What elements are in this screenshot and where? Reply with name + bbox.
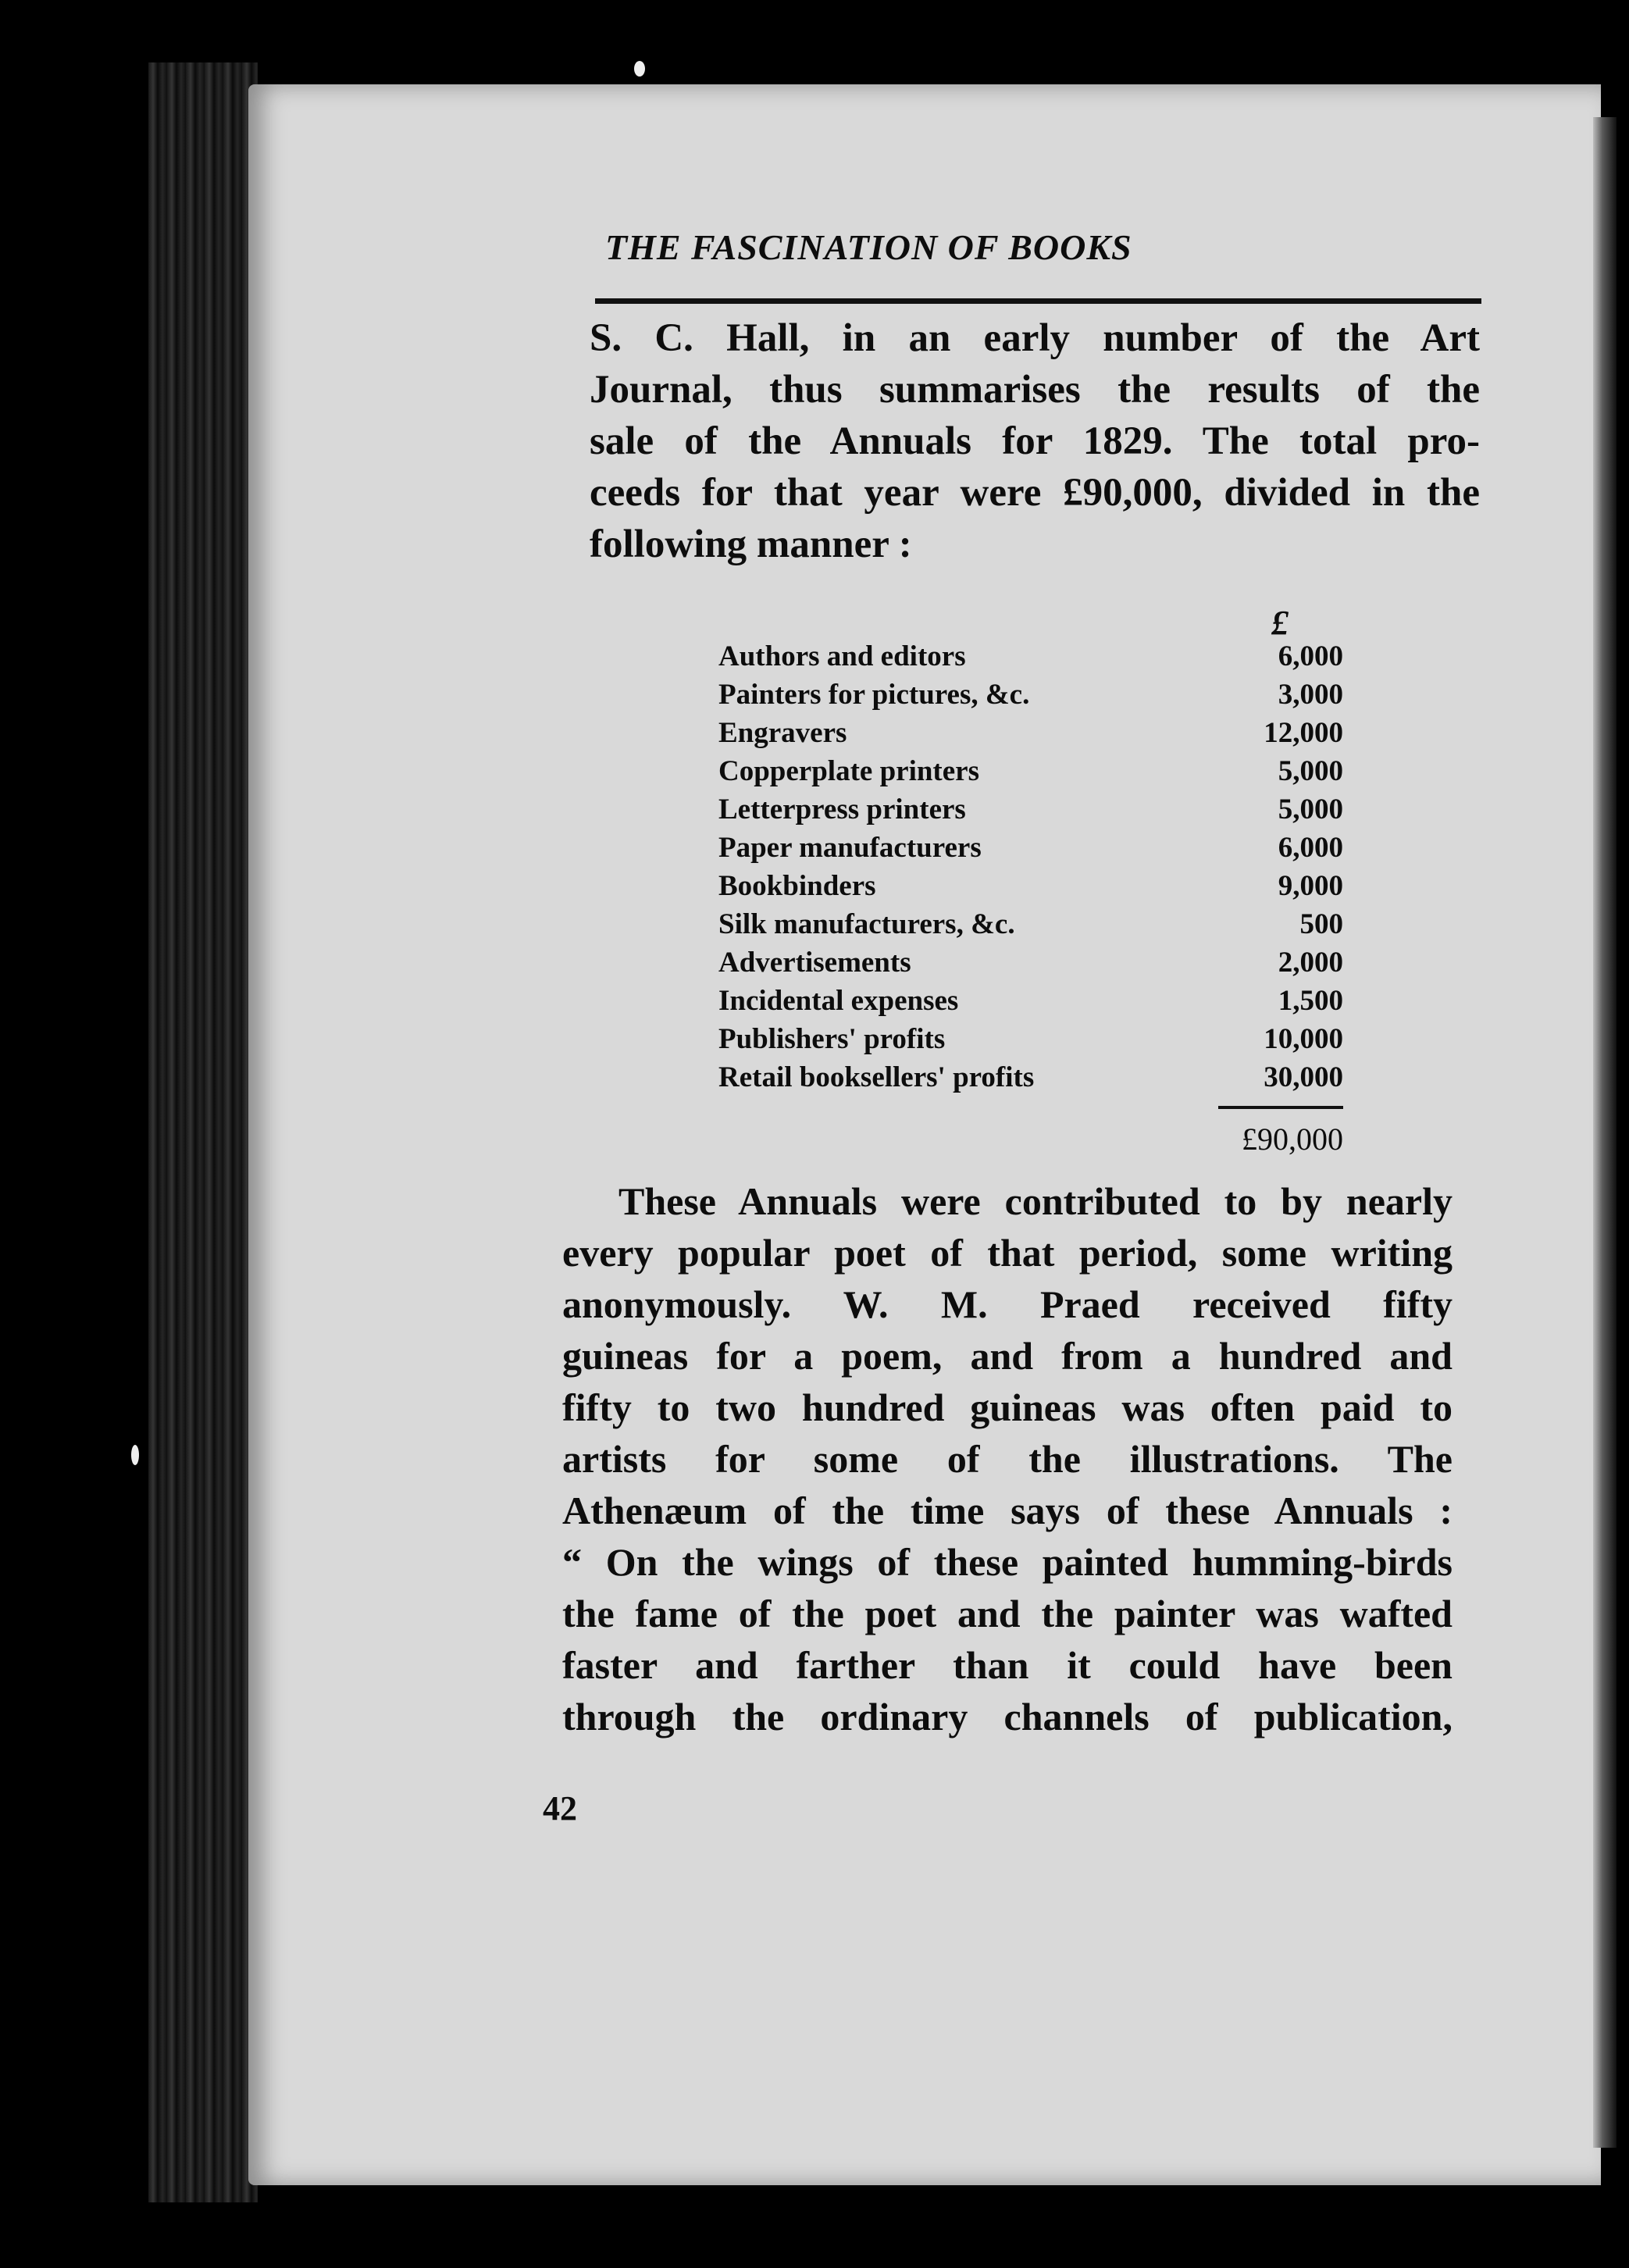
- row-amount: 30,000: [1264, 1061, 1343, 1093]
- row-label: Silk manufacturers, &c.: [718, 908, 1015, 940]
- table-row: [718, 790, 1343, 829]
- row-amount: 12,000: [1264, 717, 1343, 749]
- intro-paragraph: [590, 312, 1480, 570]
- row-label: Retail booksellers' profits: [718, 1061, 1035, 1093]
- row-amount: 500: [1299, 908, 1343, 940]
- text-line: Journal, thus summarises the results of the: [590, 368, 1480, 412]
- text-line: every popular poet of that period, some writing: [562, 1231, 1453, 1275]
- page-right-edge: [1593, 117, 1617, 2148]
- text-line: “ On the wings of these painted humming-birds: [562, 1540, 1453, 1584]
- total-rule: [1218, 1106, 1343, 1109]
- book-spine-edge: [148, 62, 258, 2202]
- row-label: Advertisements: [718, 947, 911, 979]
- text-line: fifty to two hundred guineas was often paid to: [562, 1385, 1453, 1429]
- body-paragraph: [562, 1175, 1453, 1742]
- proceeds-rows: [718, 637, 1343, 1097]
- table-row: [718, 905, 1343, 943]
- text-line: faster and farther than it could have been: [562, 1643, 1453, 1687]
- text-line: through the ordinary channels of publication,: [562, 1695, 1453, 1738]
- table-row: [718, 714, 1343, 752]
- text-line: sale of the Annuals for 1829. The total pro-: [590, 419, 1480, 463]
- running-head-rule: [595, 298, 1481, 304]
- text-line: the fame of the poet and the painter was wafted: [562, 1592, 1453, 1635]
- row-amount: 3,000: [1278, 679, 1343, 711]
- scan-speck: [634, 61, 645, 77]
- text-line: anonymously. W. M. Praed received fifty: [562, 1282, 1453, 1326]
- table-row: [718, 752, 1343, 790]
- text-line: S. C. Hall, in an early number of the Art: [590, 316, 1480, 360]
- text-line: ceeds for that year were £90,000, divided in the: [590, 471, 1480, 515]
- text-line: These Annuals were contributed to by nearly: [618, 1179, 1453, 1223]
- text-line: guineas for a poem, and from a hundred and: [562, 1334, 1453, 1378]
- row-label: Engravers: [718, 717, 847, 749]
- table-row: [718, 829, 1343, 867]
- table-row: [718, 1058, 1343, 1097]
- text-line: Athenæum of the time says of these Annuals :: [562, 1489, 1453, 1532]
- row-amount: 1,500: [1278, 985, 1343, 1017]
- table-row: [718, 867, 1343, 905]
- table-row: [718, 676, 1343, 714]
- row-label: Painters for pictures, &c.: [718, 679, 1030, 711]
- table-row: [718, 637, 1343, 676]
- running-head: THE FASCINATION OF BOOKS: [605, 227, 1132, 267]
- table-row: [718, 943, 1343, 982]
- scan-speck: [131, 1445, 139, 1465]
- table-row: [718, 982, 1343, 1020]
- row-label: Authors and editors: [718, 640, 966, 672]
- row-label: Publishers' profits: [718, 1023, 946, 1055]
- row-amount: 6,000: [1278, 832, 1343, 864]
- text-line: following manner :: [590, 522, 912, 566]
- table-row: [718, 1020, 1343, 1058]
- currency-column-head: £: [1271, 604, 1289, 642]
- row-amount: 2,000: [1278, 947, 1343, 979]
- row-label: Bookbinders: [718, 870, 876, 902]
- row-amount: 10,000: [1264, 1023, 1343, 1055]
- row-amount: 5,000: [1278, 755, 1343, 787]
- row-label: Copperplate printers: [718, 755, 979, 787]
- row-label: Letterpress printers: [718, 793, 966, 826]
- text-line: artists for some of the illustrations. The: [562, 1437, 1453, 1481]
- row-amount: 6,000: [1278, 640, 1343, 672]
- row-label: Paper manufacturers: [718, 832, 982, 864]
- table-total: £90,000: [1242, 1122, 1343, 1157]
- page-number: 42: [543, 1789, 577, 1828]
- row-label: Incidental expenses: [718, 985, 959, 1017]
- row-amount: 5,000: [1278, 793, 1343, 826]
- row-amount: 9,000: [1278, 870, 1343, 902]
